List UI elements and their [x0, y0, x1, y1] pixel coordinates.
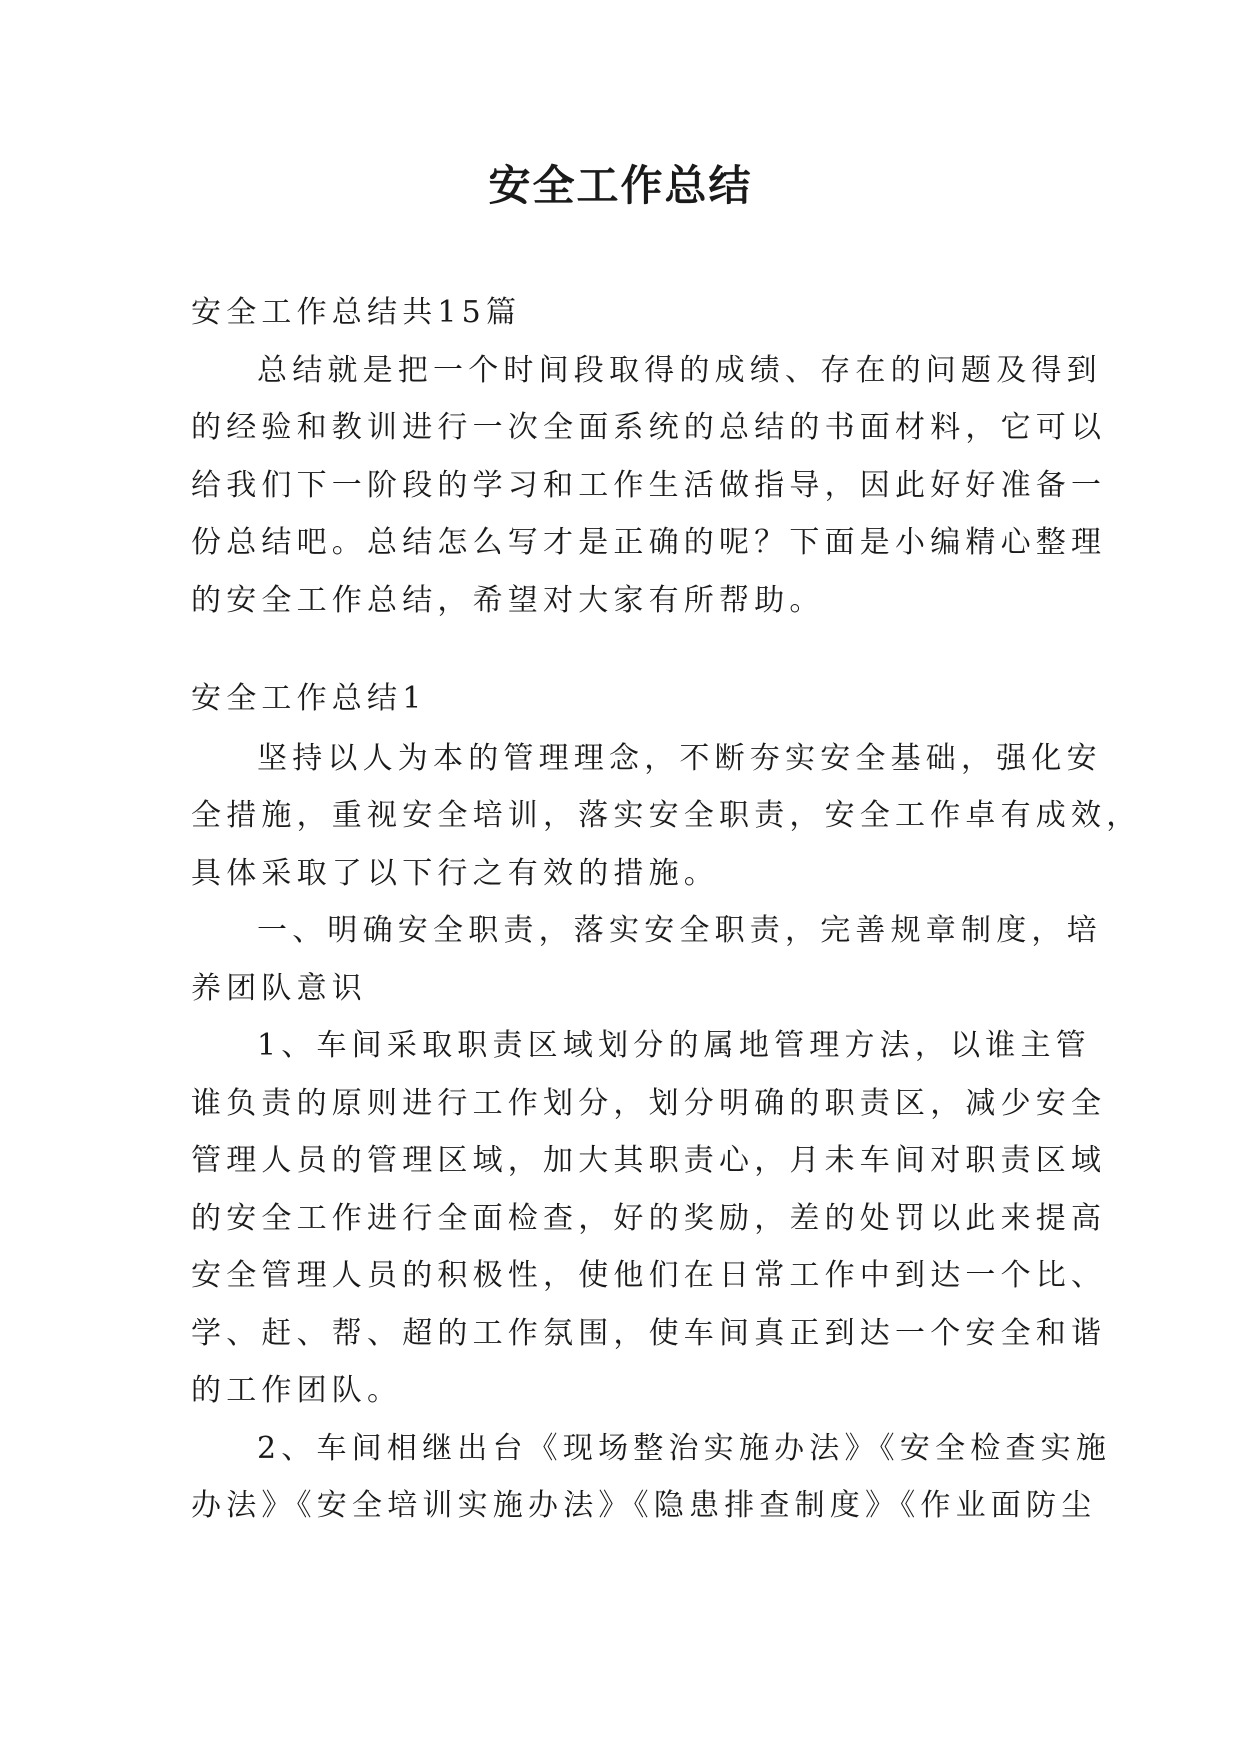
body-paragraph-line: 办法》《安全培训实施办法》《隐患排查制度》《作业面防尘 [191, 1488, 1097, 1523]
intro-paragraph-line: 给我们下一阶段的学习和工作生活做指导，因此好好准备一 [191, 467, 1107, 503]
document-title: 安全工作总结 [488, 161, 753, 210]
body-paragraph-line: 的工作团队。 [191, 1373, 403, 1408]
body-paragraph-line: 学、赶、帮、超的工作氛围，使车间真正到达一个安全和谐 [191, 1315, 1107, 1351]
intro-paragraph-line: 的经验和教训进行一次全面系统的总结的书面材料，它可以 [191, 410, 1107, 445]
body-paragraph-line: 的安全工作进行全面检查，好的奖励，差的处罚以此来提高 [191, 1200, 1107, 1236]
body-paragraph-line: 一、明确安全职责，落实安全职责，完善规章制度，培 [257, 913, 1102, 948]
body-paragraph-line: 2、车间相继出台《现场整治实施办法》《安全检查实施 [257, 1430, 1112, 1466]
subtitle-line: 安全工作总结共15篇 [191, 295, 522, 330]
body-paragraph-line: 安全管理人员的积极性，使他们在日常工作中到达一个比、 [191, 1258, 1107, 1293]
intro-paragraph-line: 总结就是把一个时间段取得的成绩、存在的问题及得到 [257, 352, 1102, 388]
body-paragraph-line: 1、车间采取职责区域划分的属地管理方法，以谁主管 [257, 1028, 1091, 1063]
intro-paragraph-line: 的安全工作总结，希望对大家有所帮助。 [191, 582, 825, 618]
body-paragraph-line: 管理人员的管理区域，加大其职责心，月未车间对职责区域 [191, 1143, 1107, 1178]
body-paragraph-line: 全措施，重视安全培训，落实安全职责，安全工作卓有成效， [191, 798, 1142, 833]
body-paragraph-line: 谁负责的原则进行工作划分，划分明确的职责区，减少安全 [191, 1085, 1107, 1121]
body-paragraph-line: 养团队意识 [191, 970, 367, 1006]
body-paragraph-line: 具体采取了以下行之有效的措施。 [191, 855, 719, 891]
body-paragraph-line: 坚持以人为本的管理理念，不断夯实安全基础，强化安 [257, 740, 1102, 776]
document-body [191, 284, 1142, 1535]
section-heading: 安全工作总结1 [191, 681, 427, 716]
intro-paragraph-line: 份总结吧。总结怎么写才是正确的呢？下面是小编精心整理 [191, 525, 1107, 560]
